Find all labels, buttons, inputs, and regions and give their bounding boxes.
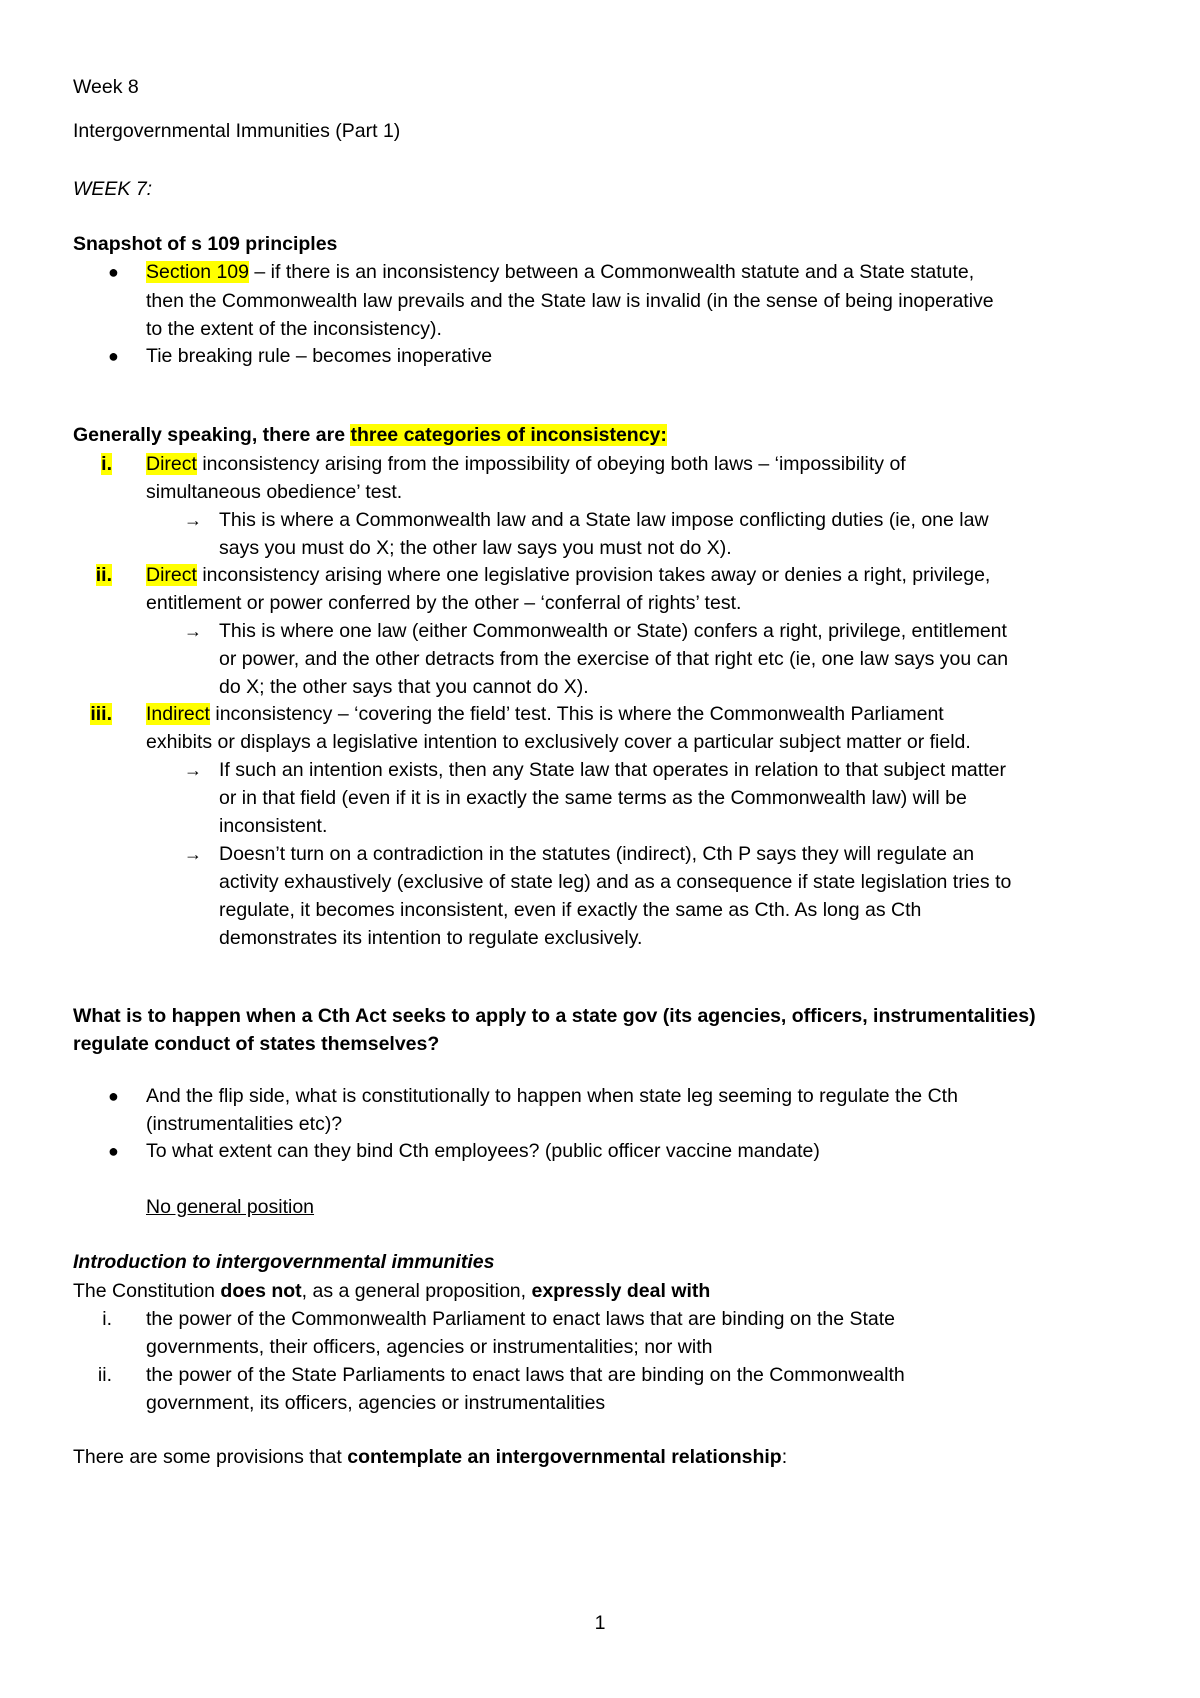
highlight-three-categories: three categories of inconsistency: — [350, 424, 667, 446]
category-ii-arrow-line-2: or power, and the other detracts from the exercise of that right etc (ie, one law says you can — [219, 648, 1009, 670]
category-ii-arrow-line-1: This is where one law (either Commonwealth or State) confers a right, privilege, entitlement — [219, 620, 1007, 642]
category-iii-arrow-1-line-1: If such an intention exists, then any State law that operates in relation to that subject matter — [219, 759, 1006, 781]
s109-heading: Snapshot of s 109 principles — [73, 233, 338, 255]
intro-ii-line-2: government, its officers, agencies or instrumentalities — [146, 1392, 606, 1414]
s109-bullet-1-line-3: to the extent of the inconsistency). — [146, 318, 442, 340]
roman-numeral-ii: ii. — [97, 1364, 112, 1386]
question-line-2: regulate conduct of states themselves? — [73, 1033, 440, 1055]
category-i-line-1: Direct inconsistency arising from the impossibility of obeying both laws – ‘impossibility of — [146, 453, 906, 475]
intro-i-line-1: the power of the Commonwealth Parliament to enact laws that are binding on the State — [146, 1308, 896, 1330]
prev-week-label: WEEK 7: — [73, 178, 153, 200]
question-bullet-1-line-1: And the flip side, what is constitutionally to happen when state leg seeming to regulate the Cth — [146, 1085, 958, 1107]
arrow-icon: → — [184, 844, 202, 864]
category-ii-arrow-line-3: do X; the other says that you cannot do X). — [219, 676, 589, 698]
category-iii-arrow-2-line-4: demonstrates its intention to regulate exclusively. — [219, 927, 643, 949]
roman-numeral-iii: iii. — [90, 703, 112, 725]
arrow-icon: → — [184, 621, 202, 641]
s109-bullet-1-line-1: Section 109 – if there is an inconsistency between a Commonwealth statute and a State statute, — [146, 261, 975, 283]
highlight-section-109: Section 109 — [146, 261, 249, 283]
category-iii-line-2: exhibits or displays a legislative intention to exclusively cover a particular subject matter or field. — [146, 731, 971, 753]
bullet-dot: ● — [108, 346, 119, 366]
intro-heading: Introduction to intergovernmental immunities — [73, 1251, 495, 1273]
bullet-dot: ● — [108, 1141, 119, 1161]
category-iii-arrow-2-line-2: activity exhaustively (exclusive of state leg) and as a consequence if state legislation tries to — [219, 871, 1012, 893]
category-iii-arrow-1-line-3: inconsistent. — [219, 815, 328, 837]
page-number: 1 — [594, 1612, 606, 1634]
bullet-dot: ● — [108, 262, 119, 282]
intro-paragraph: The Constitution does not, as a general proposition, expressly deal with — [73, 1280, 711, 1302]
category-iii-arrow-2-line-1: Doesn’t turn on a contradiction in the statutes (indirect), Cth P says they will regulate an — [219, 843, 975, 865]
roman-numeral-i: i. — [102, 1308, 112, 1330]
category-ii-line-1: Direct inconsistency arising where one legislative provision takes away or denies a right, privilege, — [146, 564, 991, 586]
bullet-dot: ● — [108, 1086, 119, 1106]
provisions-paragraph: There are some provisions that contemplate an intergovernmental relationship: — [73, 1446, 788, 1468]
highlight-indirect: Indirect — [146, 703, 210, 725]
categories-intro: Generally speaking, there are three categories of inconsistency: — [73, 424, 667, 446]
question-line-1: What is to happen when a Cth Act seeks to apply to a state gov (its agencies, officers, instrumentalities) — [73, 1005, 1036, 1027]
week-title: Week 8 — [73, 76, 139, 98]
category-iii-line-1: Indirect inconsistency – ‘covering the field’ test. This is where the Commonwealth Parliament — [146, 703, 944, 725]
category-i-arrow-line-1: This is where a Commonwealth law and a State law impose conflicting duties (ie, one law — [219, 509, 989, 531]
question-bullet-1-line-2: (instrumentalities etc)? — [146, 1113, 343, 1135]
arrow-icon: → — [184, 510, 202, 530]
s109-bullet-1-line-2: then the Commonwealth law prevails and the State law is invalid (in the sense of being inoperative — [146, 290, 994, 312]
highlight-direct: Direct — [146, 453, 197, 475]
s109-bullet-2: Tie breaking rule – becomes inoperative — [146, 345, 493, 367]
category-i-line-2: simultaneous obedience’ test. — [146, 481, 403, 503]
category-iii-arrow-2-line-3: regulate, it becomes inconsistent, even if exactly the same as Cth. As long as Cth — [219, 899, 922, 921]
highlight-direct: Direct — [146, 564, 197, 586]
category-ii-line-2: entitlement or power conferred by the other – ‘conferral of rights’ test. — [146, 592, 742, 614]
intro-ii-line-1: the power of the State Parliaments to enact laws that are binding on the Commonwealth — [146, 1364, 905, 1386]
roman-numeral-ii: ii. — [95, 564, 112, 586]
question-bullet-2: To what extent can they bind Cth employees? (public officer vaccine mandate) — [146, 1140, 820, 1162]
roman-numeral-i: i. — [101, 453, 112, 475]
category-i-arrow-line-2: says you must do X; the other law says you must not do X). — [219, 537, 732, 559]
arrow-icon: → — [184, 760, 202, 780]
topic-title: Intergovernmental Immunities (Part 1) — [73, 120, 401, 142]
category-iii-arrow-1-line-2: or in that field (even if it is in exactly the same terms as the Commonwealth law) will be — [219, 787, 967, 809]
intro-i-line-2: governments, their officers, agencies or instrumentalities; nor with — [146, 1336, 713, 1358]
no-general-position: No general position — [146, 1196, 315, 1218]
